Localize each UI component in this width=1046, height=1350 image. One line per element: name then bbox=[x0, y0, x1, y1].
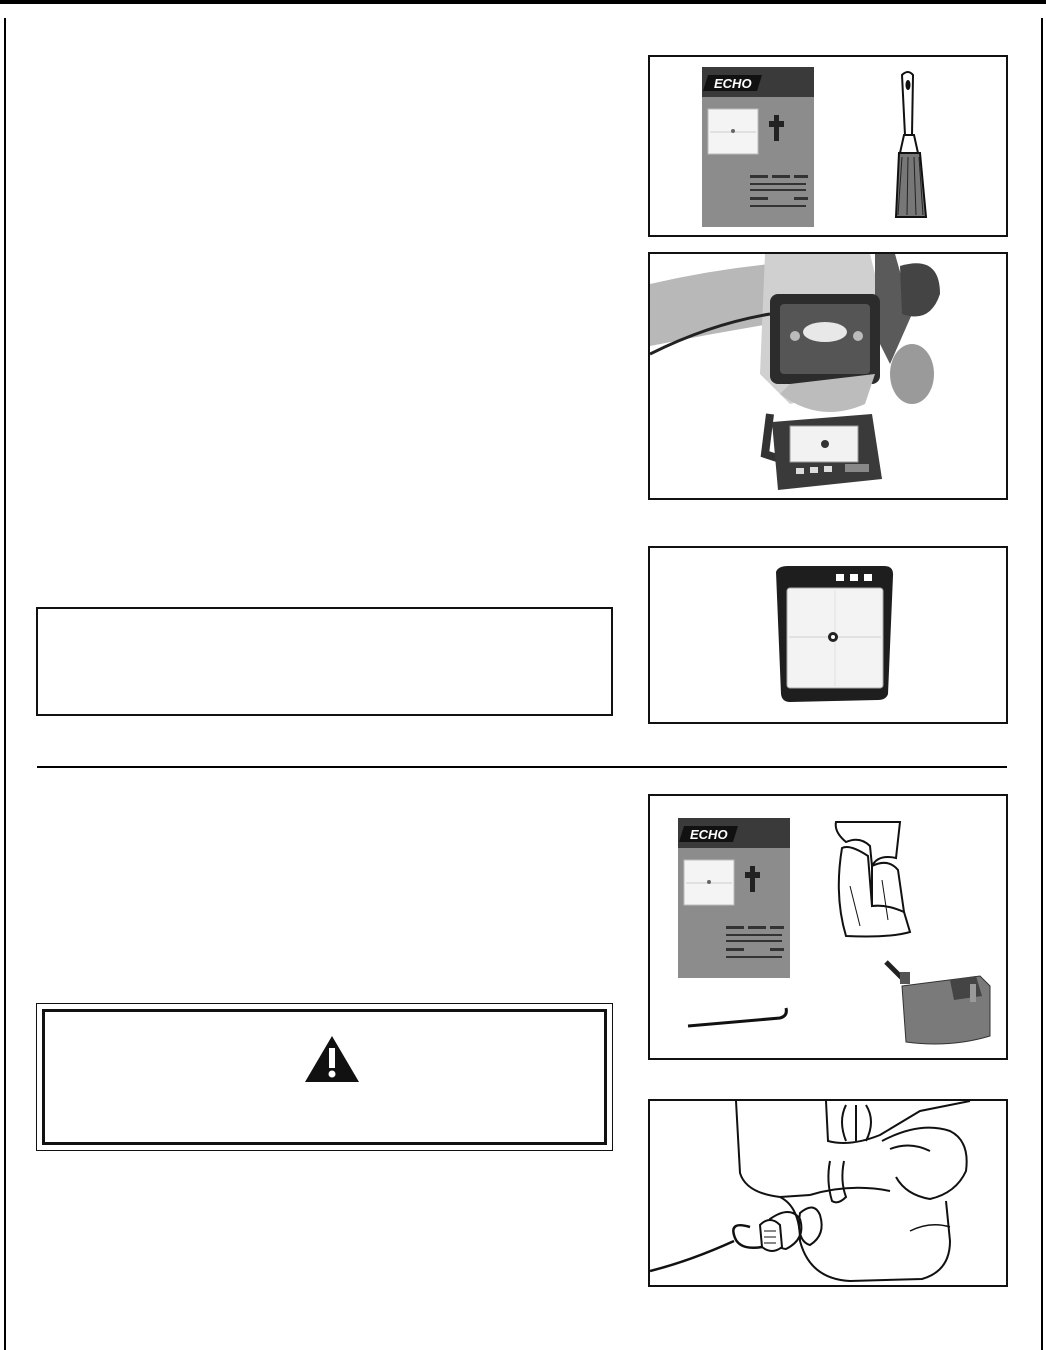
wire-hook bbox=[688, 1008, 786, 1026]
left-margin-rule bbox=[4, 18, 6, 1350]
warning-box bbox=[36, 1003, 613, 1151]
note-box bbox=[36, 607, 613, 716]
figure-blower-air-filter-cover-open bbox=[648, 252, 1008, 500]
echo-logo bbox=[679, 826, 738, 842]
svg-text:ECHO: ECHO bbox=[690, 827, 728, 842]
svg-text:ECHO: ECHO bbox=[714, 76, 752, 91]
rag bbox=[836, 822, 910, 937]
figure-fuel-filter-removal-from-tank bbox=[648, 1099, 1008, 1287]
figure-air-filter-element-in-cover bbox=[648, 546, 1008, 724]
figure-air-filter-kit-and-brush bbox=[648, 55, 1008, 237]
top-rule bbox=[0, 0, 1046, 4]
warning-box-inner-border bbox=[42, 1009, 607, 1145]
figure-fuel-filter-kit-rag-hook-fuel-can bbox=[648, 794, 1008, 1060]
warning-triangle-icon bbox=[303, 1034, 361, 1084]
right-margin-rule bbox=[1041, 18, 1043, 1350]
fuel-can bbox=[886, 962, 990, 1044]
echo-logo bbox=[703, 75, 762, 91]
section-divider bbox=[37, 766, 1007, 768]
paint-brush bbox=[896, 72, 926, 217]
